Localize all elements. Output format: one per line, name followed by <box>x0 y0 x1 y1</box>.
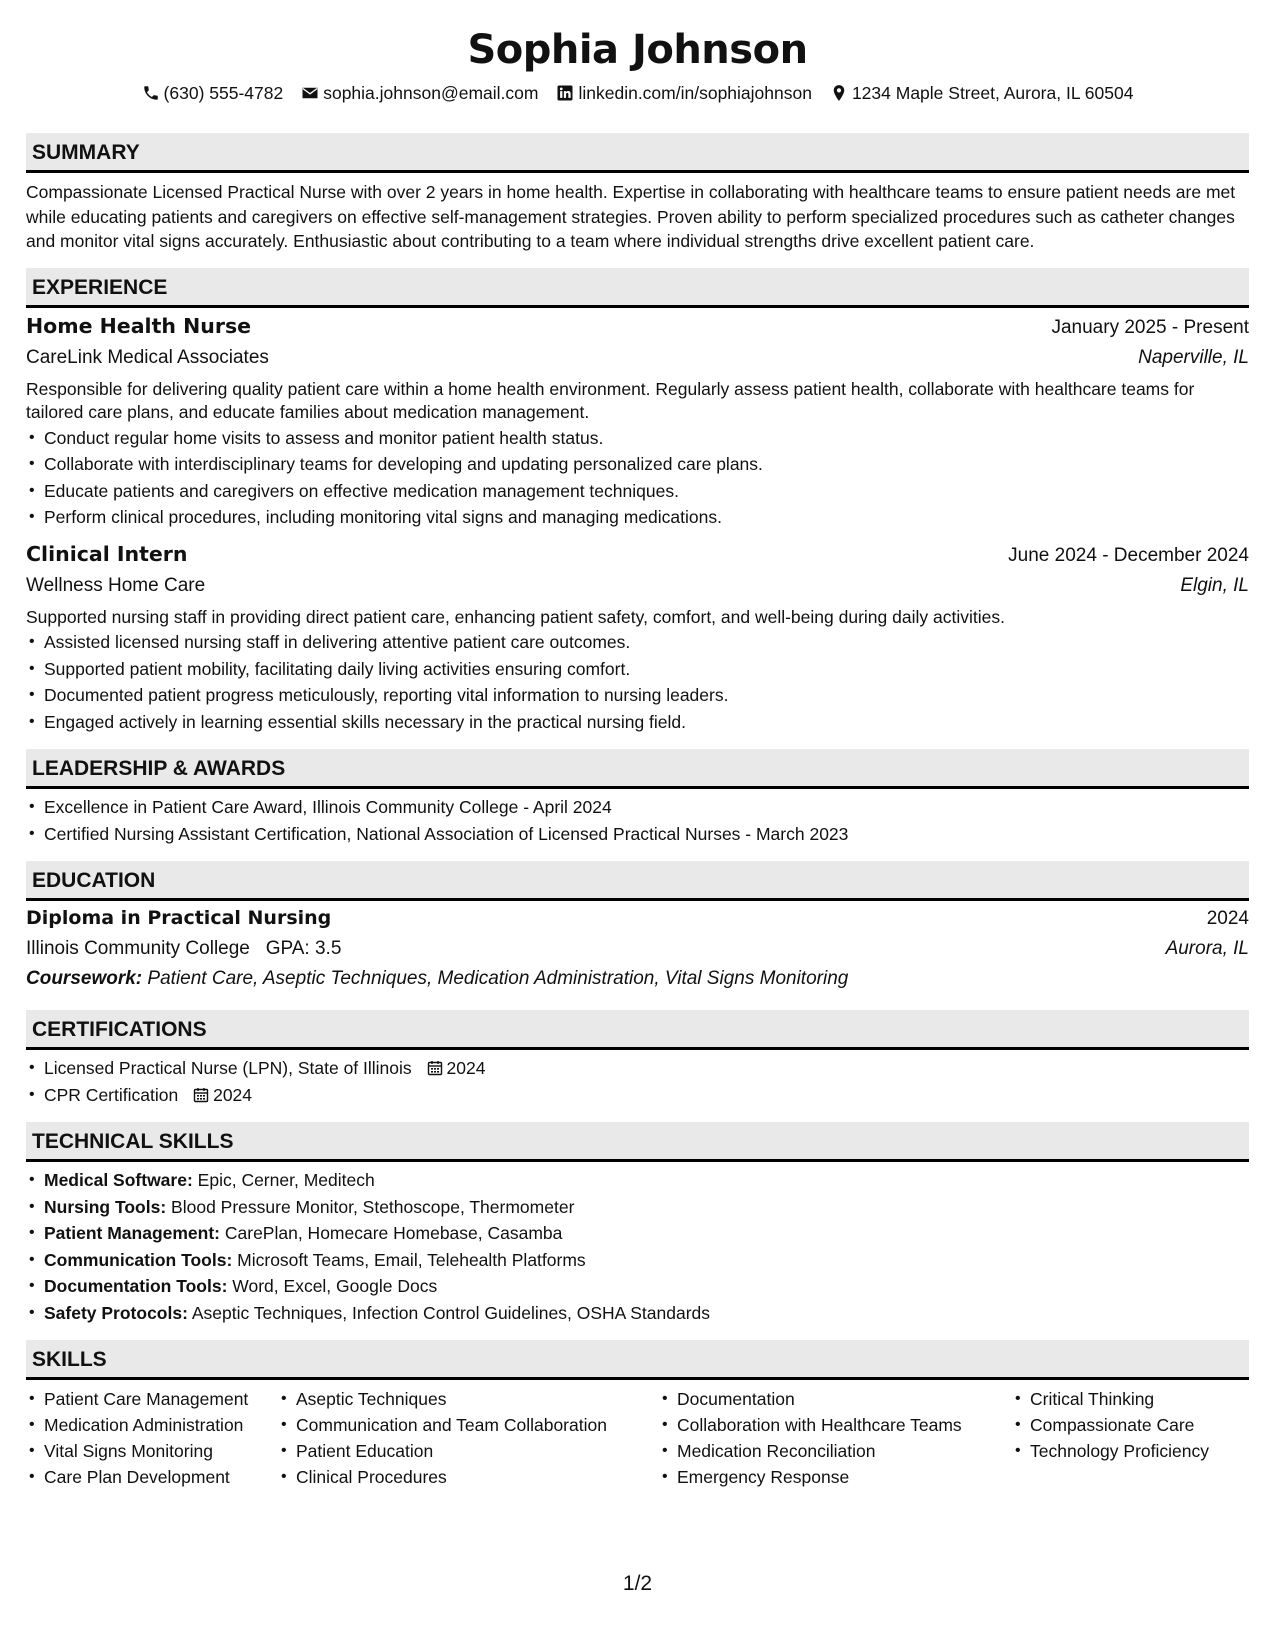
coursework-line <box>26 964 1249 994</box>
section-heading: LEADERSHIP & AWARDS <box>26 749 1249 789</box>
contact-bar <box>26 78 1249 108</box>
coursework-label: Coursework: <box>26 968 143 989</box>
linkedin-text: linkedin.com/in/sophiajohnson <box>578 82 812 103</box>
list-item <box>26 1247 1249 1274</box>
section-heading: EXPERIENCE <box>26 268 1249 308</box>
awards-section <box>26 749 1249 847</box>
calendar-icon <box>193 1087 209 1103</box>
list-item: • Care Plan Development <box>26 1464 278 1490</box>
list-item <box>26 1273 1249 1300</box>
list-item: • Documented patient progress meticulously, reporting vital information to nursing leaders. <box>26 682 1249 709</box>
certification-year: 2024 <box>446 1058 486 1078</box>
section-heading: EDUCATION <box>26 861 1249 901</box>
list-item: • Engaged actively in learning essential skills necessary in the practical nursing field. <box>26 709 1249 736</box>
list-item: • Aseptic Techniques <box>278 1386 659 1412</box>
technical-skills-section <box>26 1122 1249 1326</box>
skills-grid <box>26 1386 1249 1490</box>
list-item <box>26 1194 1249 1221</box>
list-item: • Certified Nursing Assistant Certification, National Association of Licensed Practical Nurses - March 2023 <box>26 821 1249 848</box>
certification-year: 2024 <box>213 1084 253 1105</box>
list-item: • Critical Thinking <box>1012 1386 1209 1412</box>
list-item: • Perform clinical procedures, including monitoring vital signs and managing medications. <box>26 504 1249 531</box>
phone-icon <box>142 84 160 102</box>
degree-name: Diploma in Practical Nursing <box>26 907 332 929</box>
education-section <box>26 861 1249 994</box>
list-item: • Excellence in Patient Care Award, Illinois Community College - April 2024 <box>26 794 1249 821</box>
skill-values: CarePlan, Homecare Homebase, Casamba <box>224 1223 563 1243</box>
list-item <box>26 1055 1249 1082</box>
job-title: Clinical Intern <box>26 541 188 566</box>
skills-column <box>26 1386 278 1490</box>
school-line <box>26 934 341 964</box>
skills-column <box>1012 1386 1209 1490</box>
section-heading: SUMMARY <box>26 133 1249 173</box>
phone-text: (630) 555-4782 <box>163 82 284 103</box>
job-description: Supported nursing staff in providing direct patient care, enhancing patient safety, comfort, and well-being during daily activities. <box>26 606 1005 627</box>
list-item: • Collaboration with Healthcare Teams <box>659 1412 1012 1438</box>
list-item: • Compassionate Care <box>1012 1412 1209 1438</box>
envelope-icon <box>301 84 319 102</box>
job-entry <box>26 539 1249 736</box>
list-item <box>26 1082 1249 1109</box>
list-item <box>26 1300 1249 1327</box>
email-text: sophia.johnson@email.com <box>323 82 539 103</box>
contact-phone[interactable] <box>142 83 284 104</box>
job-title: Home Health Nurse <box>26 313 252 338</box>
company-name: Wellness Home Care <box>26 574 206 596</box>
skills-section <box>26 1340 1249 1490</box>
contact-address <box>830 83 1134 104</box>
gpa: GPA: 3.5 <box>265 938 342 959</box>
certification-name: Licensed Practical Nurse (LPN), State of Illinois <box>44 1058 412 1078</box>
skill-category: Medical Software: <box>44 1170 193 1190</box>
certifications-list <box>26 1055 1249 1108</box>
job-location: Naperville, IL <box>1138 346 1249 368</box>
list-item: • Educate patients and caregivers on effective medication management techniques. <box>26 478 1249 505</box>
linkedin-icon <box>556 84 574 102</box>
list-item <box>26 1220 1249 1247</box>
list-item: • Clinical Procedures <box>278 1464 659 1490</box>
skills-column <box>278 1386 659 1490</box>
skill-category: Nursing Tools: <box>44 1196 167 1217</box>
section-heading: CERTIFICATIONS <box>26 1010 1249 1050</box>
school-location: Aurora, IL <box>1165 938 1249 959</box>
school-name: Illinois Community College <box>26 938 250 959</box>
list-item: • Medication Administration <box>26 1412 278 1438</box>
skill-values: Aseptic Techniques, Infection Control Guidelines, OSHA Standards <box>191 1302 711 1323</box>
list-item: • Patient Education <box>278 1438 659 1464</box>
summary-text: Compassionate Licensed Practical Nurse with over 2 years in home health. Expertise in collaborating with healthcare teams to ensure patient needs are met while educating patients and caregivers on effective self-management strategies. Proven ability to perform specialized procedures such as catheter changes and monitor vital signs accurately. Enthusiastic about contributing to a team where individual strengths drive excellent patient care. <box>26 182 1236 251</box>
list-item: • Emergency Response <box>659 1464 1012 1490</box>
job-dates: June 2024 - December 2024 <box>1008 544 1249 566</box>
company-name: CareLink Medical Associates <box>26 346 269 368</box>
job-entry <box>26 311 1249 531</box>
list-item: • Supported patient mobility, facilitating daily living activities ensuring comfort. <box>26 656 1249 683</box>
certifications-section <box>26 1010 1249 1108</box>
skill-category: Documentation Tools: <box>44 1276 228 1296</box>
job-bullets <box>26 629 1249 735</box>
list-item <box>26 1167 1249 1194</box>
skill-values: Epic, Cerner, Meditech <box>197 1170 375 1190</box>
job-dates: January 2025 - Present <box>1051 316 1249 338</box>
job-location: Elgin, IL <box>1180 574 1249 596</box>
summary-section <box>26 133 1249 254</box>
list-item: • Assisted licensed nursing staff in delivering attentive patient care outcomes. <box>26 629 1249 656</box>
section-heading: TECHNICAL SKILLS <box>26 1122 1249 1162</box>
technical-skills-list <box>26 1167 1249 1326</box>
map-pin-icon <box>830 84 848 102</box>
skill-values: Microsoft Teams, Email, Telehealth Platforms <box>237 1249 586 1270</box>
list-item: • Patient Care Management <box>26 1386 278 1412</box>
job-bullets <box>26 425 1249 531</box>
list-item: • Vital Signs Monitoring <box>26 1438 278 1464</box>
list-item: • Collaborate with interdisciplinary teams for developing and updating personalized care plans. <box>26 451 1249 478</box>
skills-column <box>659 1386 1012 1490</box>
list-item: • Documentation <box>659 1386 1012 1412</box>
calendar-icon <box>427 1060 443 1076</box>
contact-linkedin[interactable] <box>556 83 811 104</box>
section-heading: SKILLS <box>26 1340 1249 1380</box>
skill-category: Safety Protocols: <box>44 1302 188 1323</box>
contact-email[interactable] <box>301 83 538 104</box>
job-description: Responsible for delivering quality patient care within a home health environment. Regularly assess patient health, collaborate with healthcare teams for tailored care plans, and educate families about medication management. <box>26 378 1195 422</box>
list-item: • Technology Proficiency <box>1012 1438 1209 1464</box>
experience-section <box>26 268 1249 736</box>
skill-category: Communication Tools: <box>44 1249 233 1270</box>
awards-list <box>26 794 1249 847</box>
graduation-year: 2024 <box>1206 908 1249 929</box>
certification-name: CPR Certification <box>44 1084 179 1105</box>
list-item: • Communication and Team Collaboration <box>278 1412 659 1438</box>
candidate-name: Sophia Johnson <box>467 27 808 73</box>
page-number: 1/2 <box>622 1572 653 1595</box>
coursework-list: Patient Care, Aseptic Techniques, Medication Administration, Vital Signs Monitoring <box>147 968 849 989</box>
list-item: • Medication Reconciliation <box>659 1438 1012 1464</box>
skill-values: Word, Excel, Google Docs <box>232 1276 438 1296</box>
list-item: • Conduct regular home visits to assess and monitor patient health status. <box>26 425 1249 452</box>
skill-values: Blood Pressure Monitor, Stethoscope, Thermometer <box>171 1196 575 1217</box>
skill-category: Patient Management: <box>44 1223 220 1243</box>
address-text: 1234 Maple Street, Aurora, IL 60504 <box>851 82 1134 103</box>
